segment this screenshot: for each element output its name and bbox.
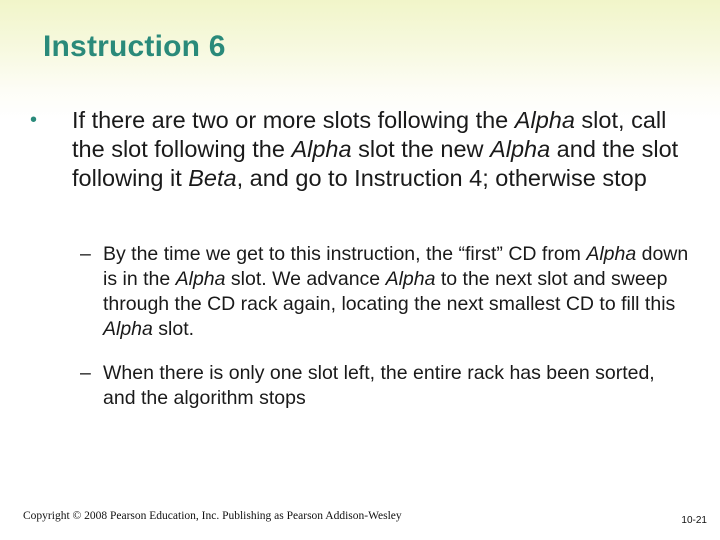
slide-title: Instruction 6 (43, 30, 226, 63)
sub-bullet-text (103, 242, 690, 342)
sub-bullet-text (103, 361, 690, 411)
italic-term: Alpha (490, 136, 551, 162)
text-segment: to the next slot and sweep through the CD rack again, locating the next smallest CD to fill this (103, 268, 676, 315)
italic-term: Alpha (175, 268, 226, 290)
text-segment: If there are two or more slots following the (72, 107, 515, 133)
text-segment: slot. (152, 318, 195, 340)
bullet-text (72, 106, 690, 193)
text-segment: When there is only one slot left, the entire rack has been sorted, and the algorithm stops (103, 362, 655, 409)
text-segment: , and go to Instruction 4; otherwise stop (236, 165, 647, 191)
text-segment: By the time we get to this instruction, the “first” CD from (103, 243, 587, 265)
italic-term: Alpha (385, 268, 436, 290)
text-segment: slot, call the slot following the (72, 107, 667, 162)
sub-bullet-2 (80, 361, 690, 411)
text-segment: down is in the (103, 243, 689, 290)
italic-term: Alpha (103, 318, 153, 340)
page-number: 10-21 (681, 515, 707, 526)
italic-term: Alpha (586, 243, 637, 265)
text-segment: slot the new (351, 136, 491, 162)
sub-bullet-marker: – (80, 243, 91, 265)
italic-term: Beta (188, 165, 237, 191)
main-bullet (30, 106, 690, 193)
text-segment: slot. We advance (225, 268, 386, 290)
italic-term: Alpha (514, 107, 575, 133)
italic-term: Alpha (291, 136, 352, 162)
sub-bullet-1 (80, 242, 690, 342)
bullet-marker: • (30, 109, 38, 131)
sub-bullet-marker: – (80, 362, 91, 384)
text-segment: and the slot following it (72, 136, 679, 191)
copyright-footer: Copyright © 2008 Pearson Education, Inc. Publishing as Pearson Addison-Wesley (23, 510, 402, 522)
